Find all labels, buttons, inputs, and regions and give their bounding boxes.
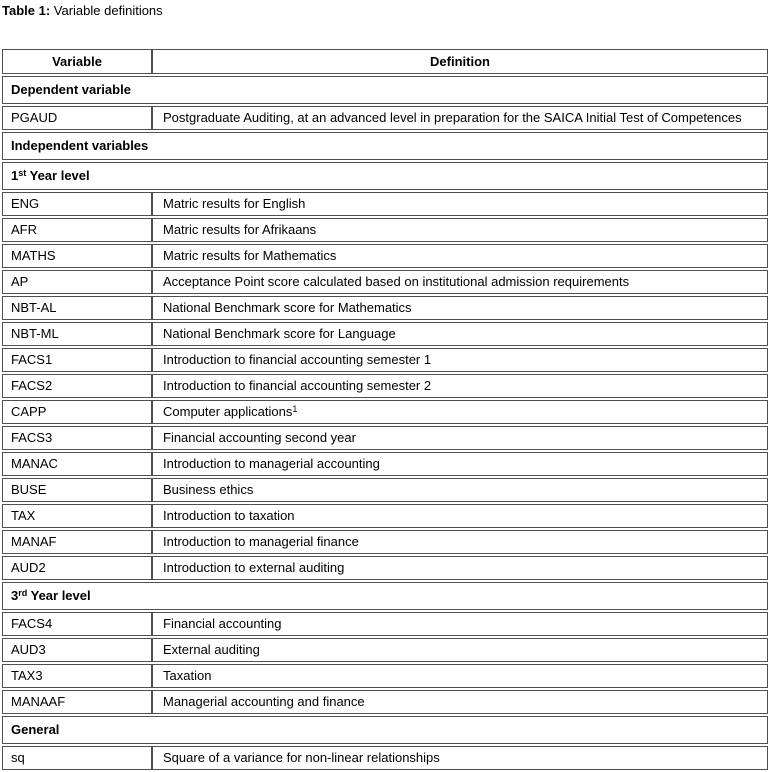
table-row bbox=[2, 322, 768, 346]
variable-definitions-table bbox=[2, 47, 768, 772]
section-label bbox=[2, 582, 768, 610]
definition-cell bbox=[152, 426, 768, 450]
definition-cell bbox=[152, 638, 768, 662]
section-label-text: Independent variables bbox=[11, 138, 149, 153]
definition-text: Financial accounting bbox=[163, 616, 282, 631]
table-row bbox=[2, 426, 768, 450]
definition-text: Introduction to managerial finance bbox=[163, 534, 359, 549]
definition-cell bbox=[152, 322, 768, 346]
variable-cell: AFR bbox=[2, 218, 152, 242]
variable-cell: MANAF bbox=[2, 530, 152, 554]
definition-cell bbox=[152, 690, 768, 714]
table-row bbox=[2, 556, 768, 580]
table-row bbox=[2, 530, 768, 554]
variable-cell: ENG bbox=[2, 192, 152, 216]
definition-cell bbox=[152, 270, 768, 294]
definition-text: Introduction to financial accounting semester 2 bbox=[163, 378, 432, 393]
section-row bbox=[2, 582, 768, 610]
table-row bbox=[2, 638, 768, 662]
section-label-text: Dependent variable bbox=[11, 82, 131, 97]
table-row bbox=[2, 244, 768, 268]
definition-text: Financial accounting second year bbox=[163, 430, 356, 445]
variable-cell: CAPP bbox=[2, 400, 152, 424]
definition-cell bbox=[152, 400, 768, 424]
column-header-variable: Variable bbox=[2, 49, 152, 74]
definition-cell bbox=[152, 218, 768, 242]
section-label bbox=[2, 716, 768, 744]
definition-text: National Benchmark score for Language bbox=[163, 326, 396, 341]
definition-cell bbox=[152, 296, 768, 320]
definition-cell bbox=[152, 556, 768, 580]
variable-cell: FACS2 bbox=[2, 374, 152, 398]
definition-cell bbox=[152, 530, 768, 554]
variable-cell: MATHS bbox=[2, 244, 152, 268]
variable-cell: FACS4 bbox=[2, 612, 152, 636]
table-caption-text: Variable definitions bbox=[50, 3, 163, 18]
table-row bbox=[2, 746, 768, 770]
section-row bbox=[2, 162, 768, 190]
variable-cell: FACS1 bbox=[2, 348, 152, 372]
section-label bbox=[2, 132, 768, 160]
section-label-text: General bbox=[11, 722, 60, 737]
table-row bbox=[2, 400, 768, 424]
definition-cell bbox=[152, 664, 768, 688]
definition-cell bbox=[152, 106, 768, 130]
table-row bbox=[2, 612, 768, 636]
variable-cell: TAX bbox=[2, 504, 152, 528]
definition-text: Matric results for Afrikaans bbox=[163, 222, 317, 237]
table-body bbox=[2, 76, 768, 770]
table-row bbox=[2, 218, 768, 242]
definition-text: Acceptance Point score calculated based on institutional admission requirements bbox=[163, 274, 630, 289]
variable-cell: NBT-ML bbox=[2, 322, 152, 346]
definition-text: Taxation bbox=[163, 668, 212, 683]
table-row bbox=[2, 504, 768, 528]
table-row bbox=[2, 478, 768, 502]
table-row bbox=[2, 374, 768, 398]
definition-text: Introduction to financial accounting semester 1 bbox=[163, 352, 432, 367]
definition-text: Introduction to managerial accounting bbox=[163, 456, 380, 471]
section-label-text: Year level bbox=[26, 168, 90, 183]
variable-cell: PGAUD bbox=[2, 106, 152, 130]
table-caption bbox=[2, 3, 768, 19]
variable-cell: FACS3 bbox=[2, 426, 152, 450]
table-row bbox=[2, 452, 768, 476]
definition-text: Introduction to taxation bbox=[163, 508, 295, 523]
section-label bbox=[2, 76, 768, 104]
table-row bbox=[2, 106, 768, 130]
definition-text: Computer applications bbox=[163, 404, 293, 419]
table-caption-label: Table 1: bbox=[2, 3, 51, 18]
definition-text: Postgraduate Auditing, at an advanced level in preparation for the SAICA Initial Test of Competences bbox=[163, 110, 742, 125]
definition-cell bbox=[152, 192, 768, 216]
variable-cell: NBT-AL bbox=[2, 296, 152, 320]
definition-cell bbox=[152, 612, 768, 636]
variable-cell: TAX3 bbox=[2, 664, 152, 688]
section-label-superscript: st bbox=[18, 168, 27, 178]
section-label bbox=[2, 162, 768, 190]
definition-cell bbox=[152, 746, 768, 770]
section-row bbox=[2, 716, 768, 744]
table-row bbox=[2, 690, 768, 714]
footnote-marker: 1 bbox=[292, 404, 298, 414]
definition-text: Introduction to external auditing bbox=[163, 560, 345, 575]
definition-cell bbox=[152, 452, 768, 476]
definition-cell bbox=[152, 478, 768, 502]
section-label-text: 3 bbox=[11, 588, 19, 603]
section-row bbox=[2, 132, 768, 160]
definition-cell bbox=[152, 244, 768, 268]
table-row bbox=[2, 270, 768, 294]
definition-text: External auditing bbox=[163, 642, 260, 657]
definition-cell bbox=[152, 348, 768, 372]
section-label-text: 1 bbox=[11, 168, 19, 183]
definition-text: Square of a variance for non-linear relationships bbox=[163, 750, 440, 765]
table-row bbox=[2, 348, 768, 372]
column-header-definition: Definition bbox=[152, 49, 768, 74]
section-label-superscript: rd bbox=[18, 588, 28, 598]
definition-text: Business ethics bbox=[163, 482, 254, 497]
variable-cell: sq bbox=[2, 746, 152, 770]
definition-cell bbox=[152, 374, 768, 398]
variable-cell: AUD2 bbox=[2, 556, 152, 580]
definition-text: Managerial accounting and finance bbox=[163, 694, 365, 709]
variable-cell: BUSE bbox=[2, 478, 152, 502]
table-row bbox=[2, 192, 768, 216]
variable-cell: MANAAF bbox=[2, 690, 152, 714]
definition-cell bbox=[152, 504, 768, 528]
section-row bbox=[2, 76, 768, 104]
variable-cell: MANAC bbox=[2, 452, 152, 476]
section-label-text: Year level bbox=[27, 588, 91, 603]
table-row bbox=[2, 296, 768, 320]
header-row bbox=[2, 49, 768, 74]
variable-cell: AP bbox=[2, 270, 152, 294]
definition-text: Matric results for English bbox=[163, 196, 306, 211]
definition-text: National Benchmark score for Mathematics bbox=[163, 300, 412, 315]
variable-cell: AUD3 bbox=[2, 638, 152, 662]
definition-text: Matric results for Mathematics bbox=[163, 248, 337, 263]
table-row bbox=[2, 664, 768, 688]
